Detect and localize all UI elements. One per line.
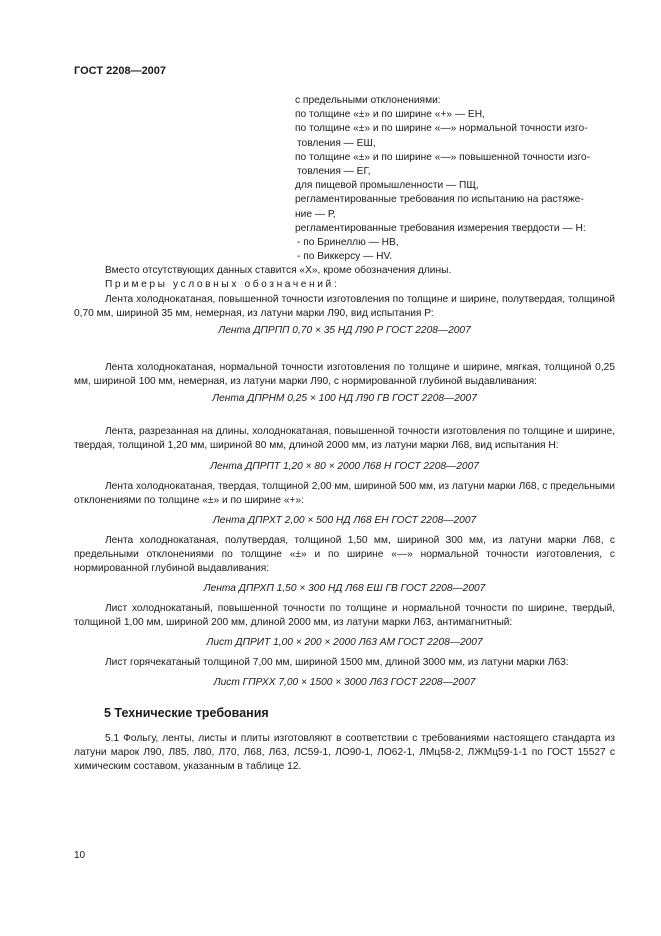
- clause-paragraph: 5.1 Фольгу, ленты, листы и плиты изготовляют в соответствии с требованиями настоящего стандарта из латуни марок Л90, Л85, Л80, Л70, Л68, Л63, ЛС59-1, ЛО90-1, ЛО62-1, ЛМц58-2, ЛЖМц59-1-1 по ГОСТ 15527 с химическим составом, указанным в таблице 12.: [74, 733, 615, 773]
- legend-line: регламентированные требования измерения твердости — Н:: [295, 222, 586, 234]
- example-description: Лента холоднокатаная, полутвердая, толщиной 1,50 мм, шириной 300 мм, из латуни марки Л68, с предельными отклонениями по толщине «±» и по ширине «—» нормальной точности изготовления, с нормированной глубиной выдавливания:: [74, 535, 615, 575]
- example-block: [74, 602, 615, 630]
- example-designation-block: [74, 460, 615, 474]
- example-designation: Лента ДПРНМ 0,25 × 100 НД Л90 ГВ ГОСТ 2208—2007: [212, 393, 477, 404]
- example-designation-block: [74, 582, 615, 596]
- example-designation-block: [74, 676, 615, 690]
- example-designation: Лист ДПРИТ 1,00 × 200 × 2000 Л63 АМ ГОСТ 2208—2007: [206, 637, 483, 648]
- legend-line: - по Виккерсу — НV.: [297, 251, 393, 263]
- example-block: [74, 480, 615, 508]
- example-block: [74, 361, 615, 389]
- example-description: Лента холоднокатаная, твердая, толщиной 2,00 мм, шириной 500 мм, из латуни марки Л68, с предельными отклонениями по толщине «±» и по ширине «+»:: [74, 481, 615, 507]
- legend-line: товления — ЕШ,: [297, 137, 376, 149]
- example-designation-block: [74, 324, 615, 338]
- clause-5-1-block: [74, 732, 615, 775]
- example-designation: Лента ДПРХП 1,50 × 300 НД Л68 ЕШ ГВ ГОСТ 2208—2007: [203, 583, 486, 594]
- note-paragraph: Вместо отсутствующих данных ставится «X», кроме обозначения длины.: [105, 265, 452, 276]
- legend-line: с предельными отклонениями:: [295, 95, 441, 106]
- document-header: ГОСТ 2208—2007: [74, 65, 167, 77]
- example-designation-block: [74, 636, 615, 650]
- example-description: Лента холоднокатаная, нормальной точности изготовления по толщине и ширине, мягкая, толщиной 0,25 мм, шириной 100 мм, немерная, из латуни марки Л90, с нормированной глубиной выдавливания:: [74, 362, 615, 388]
- legend-line: для пищевой промышленности — ПЩ,: [295, 180, 479, 192]
- example-description: Лист горячекатаный толщиной 7,00 мм, шириной 1500 мм, длиной 3000 мм, из латуни марки Л63:: [105, 657, 569, 668]
- example-designation: Лист ГПРХХ 7,00 × 1500 × 3000 Л63 ГОСТ 2208—2007: [213, 677, 476, 688]
- example-designation: Лента ДПРПТ 1,20 × 80 × 2000 Л68 Н ГОСТ 2208—2007: [210, 461, 479, 472]
- example-designation-block: [74, 514, 615, 528]
- legend-line: по толщине «±» и по ширине «—» повышенной точности изго-: [295, 151, 591, 163]
- example-description: Лист холоднокатаный, повышенной точности по толщине и нормальной точности по ширине, твердый, толщиной 1,00 мм, шириной 200 мм, длиной 2000 мм, из латуни марки Л63, антимагнитный:: [74, 603, 615, 629]
- example-block: [74, 656, 615, 670]
- examples-heading: Примеры условных обозначений:: [105, 279, 340, 290]
- missing-data-note: [74, 264, 615, 278]
- example-block: [74, 425, 615, 453]
- example-designation: Лента ДПРПП 0,70 × 35 НД Л90 Р ГОСТ 2208—2007: [218, 325, 471, 336]
- designation-legend: [295, 94, 613, 264]
- examples-heading-block: [74, 278, 615, 292]
- example-block: [74, 293, 615, 321]
- legend-line: ние — Р,: [295, 208, 336, 220]
- legend-line: по толщине «±» и по ширине «+» — ЕН,: [295, 109, 485, 121]
- legend-line: регламентированные требования по испытанию на растяже-: [295, 194, 584, 206]
- section-heading: 5 Технические требования: [104, 706, 269, 720]
- example-description: Лента, разрезанная на длины, холоднокатаная, повышенной точности изготовления по толщине и ширине, твердая, толщиной 1,20 мм, шириной 80 мм, длиной 2000 мм, из латуни марки Л68, вид испытания Н:: [74, 426, 615, 452]
- example-designation-block: [74, 392, 615, 406]
- legend-line: - по Бринеллю — НВ,: [297, 237, 399, 249]
- example-designation: Лента ДПРХТ 2,00 × 500 НД Л68 ЕН ГОСТ 2208—2007: [212, 515, 477, 526]
- legend-line: товления — ЕГ,: [297, 166, 371, 178]
- example-block: [74, 534, 615, 577]
- page-number: 10: [74, 850, 86, 861]
- example-description: Лента холоднокатаная, повышенной точности изготовления по толщине и ширине, полутвердая, толщиной 0,70 мм, шириной 35 мм, немерная, из латуни марки Л90, вид испытания Р:: [74, 294, 615, 320]
- legend-line: по толщине «±» и по ширине «—» нормальной точности изго-: [295, 123, 588, 135]
